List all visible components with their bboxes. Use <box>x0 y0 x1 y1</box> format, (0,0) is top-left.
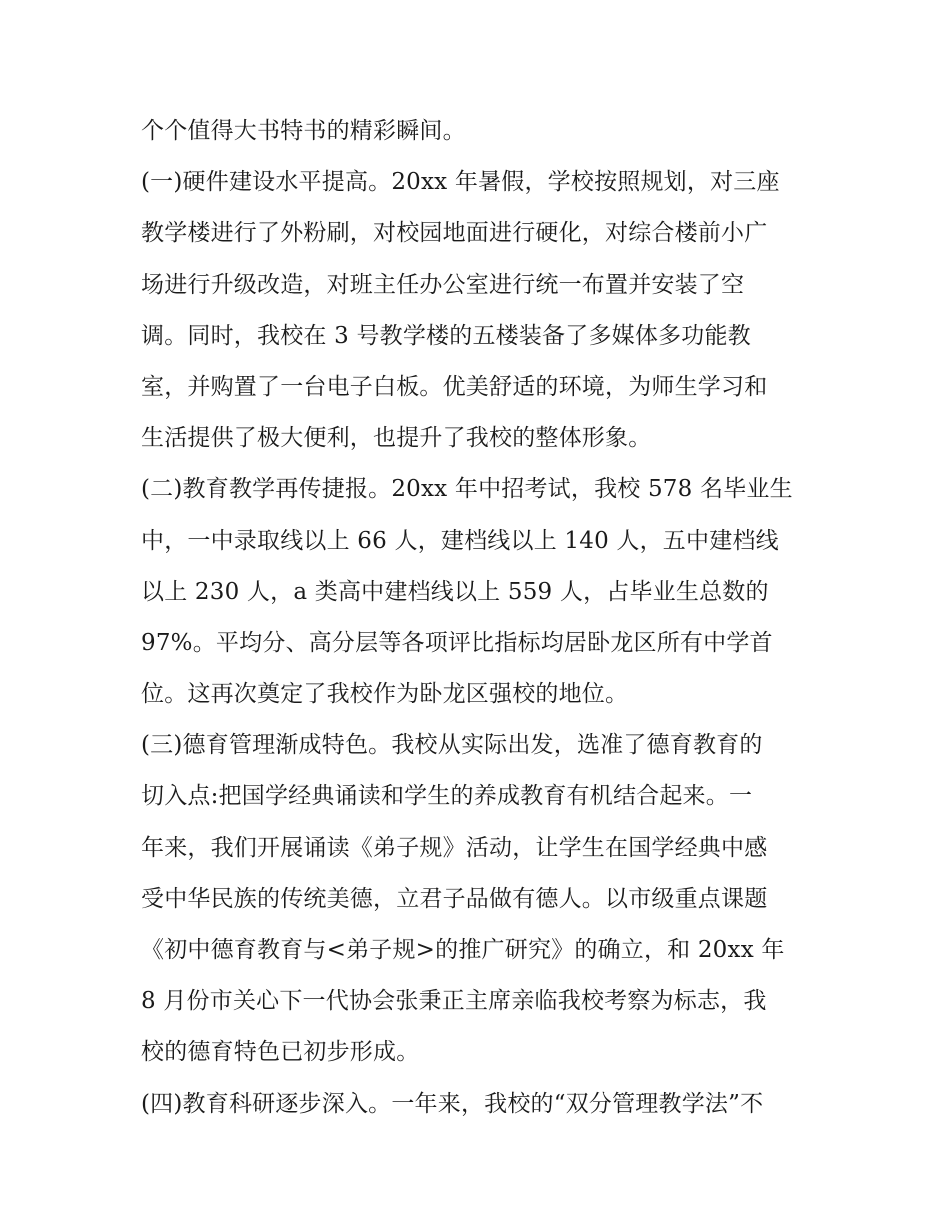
text-line: 个个值得大书特书的精彩瞬间。 <box>141 118 466 144</box>
text-line: 97%。平均分、高分层等各项评比指标均居卧龙区所有中学首 <box>141 629 773 656</box>
text-line: (四)教育科研逐步深入。一年来，我校的“双分管理教学法”不 <box>141 1090 764 1117</box>
text-line: 《初中德育教育与<弟子规>的推广研究》的确立，和 20xx 年 <box>141 937 785 963</box>
text-line: 生活提供了极大便利，也提升了我校的整体形象。 <box>141 425 652 452</box>
text-line: 场进行升级改造，对班主任办公室进行统一布置并安装了空 <box>141 271 745 298</box>
text-line: 校的德育特色已初步形成。 <box>141 1039 420 1066</box>
text-line: 室，并购置了一台电子白板。优美舒适的环境，为师生学习和 <box>141 373 768 400</box>
text-line: 受中华民族的传统美德，立君子品做有德人。以市级重点课题 <box>141 885 768 912</box>
text-line: (一)硬件建设水平提高。20xx 年暑假，学校按照规划，对三座 <box>141 169 780 196</box>
text-line: 年来，我们开展诵读《弟子规》活动，让学生在国学经典中感 <box>141 834 768 861</box>
text-line: 中，一中录取线以上 66 人，建档线以上 140 人，五中建档线 <box>141 527 779 554</box>
text-line: 切入点:把国学经典诵读和学生的养成教育有机结合起来。一 <box>141 783 753 810</box>
text-line: 以上 230 人，a 类高中建档线以上 559 人，占毕业生总数的 <box>141 578 769 605</box>
text-line: 调。同时，我校在 3 号教学楼的五楼装备了多媒体多功能教 <box>141 322 751 349</box>
body-text <box>141 106 821 1130</box>
text-line: 教学楼进行了外粉刷，对校园地面进行硬化，对综合楼前小广 <box>141 220 768 247</box>
text-line: (三)德育管理渐成特色。我校从实际出发，选准了德育教育的 <box>141 732 763 759</box>
text-line: (二)教育教学再传捷报。20xx 年中招考试，我校 578 名毕业生 <box>141 476 793 503</box>
text-line: 位。这再次奠定了我校作为卧龙区强校的地位。 <box>141 681 629 708</box>
text-line: 8 月份市关心下一代协会张秉正主席亲临我校考察为标志，我 <box>141 988 767 1015</box>
